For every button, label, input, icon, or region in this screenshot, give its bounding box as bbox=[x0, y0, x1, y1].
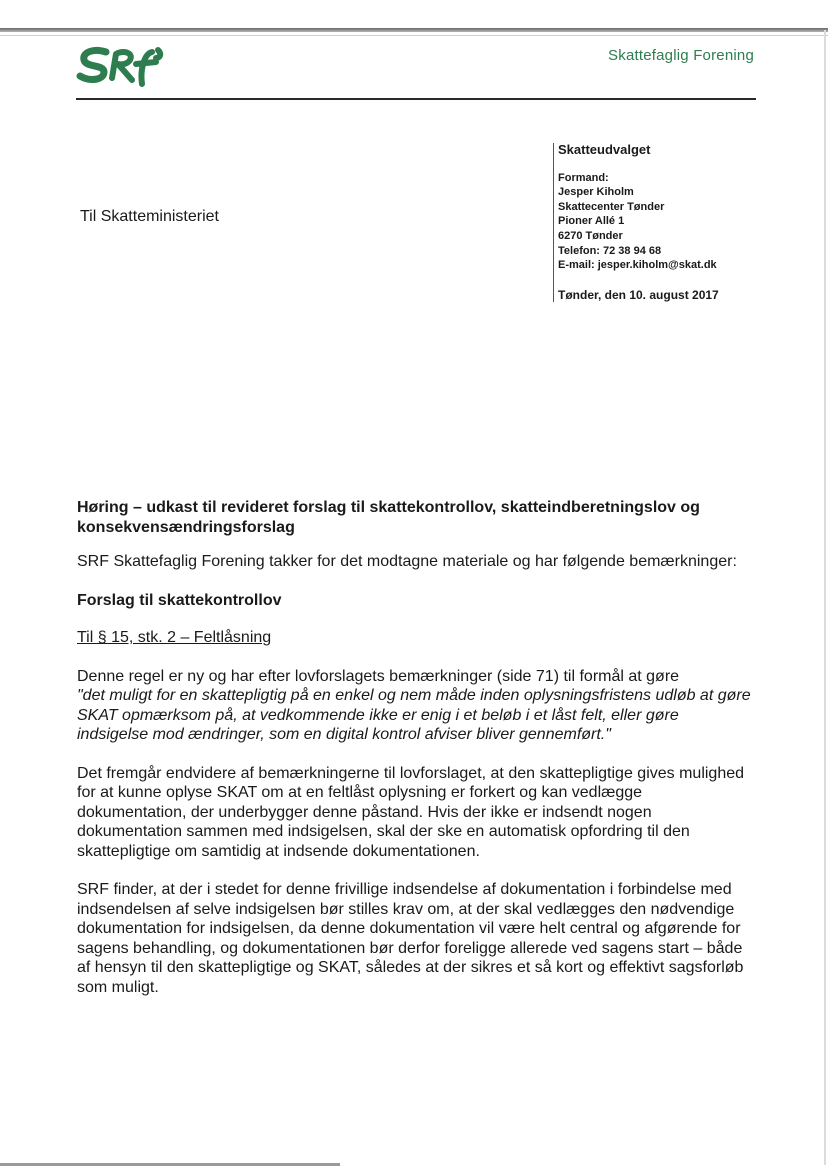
scan-edge-right bbox=[824, 30, 826, 1165]
sender-street: Pioner Allé 1 bbox=[558, 215, 625, 228]
scan-edge-bottom bbox=[0, 1163, 340, 1166]
scan-edge-top bbox=[0, 28, 828, 32]
sender-office: Skattecenter Tønder bbox=[558, 200, 665, 213]
intro-paragraph: SRF Skattefaglig Forening takker for det modtagne materiale og har følgende bemærkninger: bbox=[77, 553, 737, 570]
sender-email: E-mail: jesper.kiholm@skat.dk bbox=[558, 259, 717, 272]
paragraph-1-lead: Denne regel er ny og har efter lovforslagets bemærkninger (side 71) til formål at gøre bbox=[77, 667, 680, 685]
section-heading: Forslag til skattekontrollov bbox=[77, 591, 282, 609]
paragraph-2: Det fremgår endvidere af bemærkningerne til lovforslaget, at den skattepligtige gives mulighed for at kunne oplyse SKAT om at en feltlåst oplysning er forkert og kan vedlægge dokumentation, der underbygger denne påstand. Hvis der ikke er indsendt nogen dokumentation sammen med indsigelsen, skal der ske en automatisk opfordring til den skattepligtige om samtidig at indsende dokumentationen. bbox=[77, 764, 745, 860]
letter-body bbox=[77, 498, 753, 1016]
sender-phone: Telefon: 72 38 94 68 bbox=[558, 244, 662, 257]
scan-edge-top-thin bbox=[0, 35, 828, 36]
recipient: Til Skatteministeriet bbox=[80, 208, 219, 225]
committee-name: Skatteudvalget bbox=[558, 142, 651, 157]
srf-logo bbox=[76, 44, 164, 90]
subheading: Til § 15, stk. 2 – Feltlåsning bbox=[77, 629, 272, 646]
org-name: Skattefaglig Forening bbox=[608, 47, 754, 64]
sender-name: Jesper Kiholm bbox=[558, 186, 634, 199]
sender-info bbox=[553, 143, 778, 302]
letter-title: Høring – udkast til revideret forslag til skattekontrollov, skatteindberetningslov og konsekvensændringsforslag bbox=[77, 499, 700, 536]
sender-city: 6270 Tønder bbox=[558, 229, 623, 242]
letter-date: Tønder, den 10. august 2017 bbox=[558, 287, 719, 302]
paragraph-3: SRF finder, at der i stedet for denne frivillige indsendelse af dokumentation i forbindelse med indsendelsen af selve indsigelsen bør stilles krav om, at der skal vedlægges den nødvendige dokumentation for indsigelsen, da denne dokumentation vil være helt central og afgørende for sagens behandling, og dokumentationen bør derfor foreligge allerede ved sagens start – både af hensyn til den skattepligtige og SKAT, således at der sikres et så kort og effektivt sagsforløb som muligt. bbox=[77, 881, 744, 996]
sender-role: Formand: bbox=[558, 171, 609, 184]
paragraph-1-quote: "det muligt for en skattepligtig på en enkel og nem måde inden oplysningsfristens udløb at gøre SKAT opmærksom på, at vedkommende ikke er enig i et beløb i et låst felt, eller gøre indsigelse mod ændringer, som en digital kontrol afviser bliver gennemført." bbox=[77, 687, 751, 743]
header-rule bbox=[76, 98, 756, 100]
